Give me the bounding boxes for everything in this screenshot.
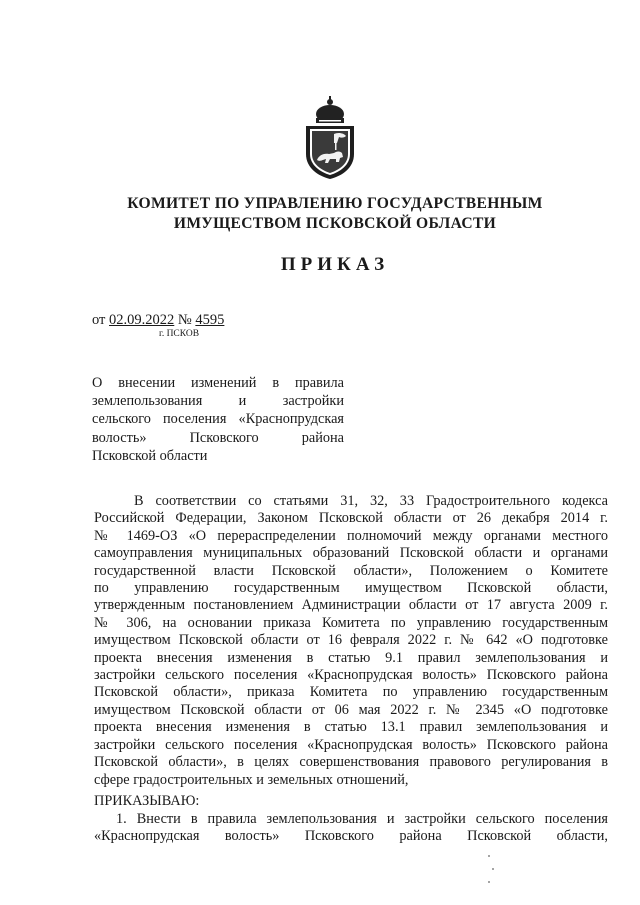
issue-city: г. ПСКОВ [159,329,200,339]
body-line: сфере градостроительных и земельных отношений, [94,771,409,788]
preamble-paragraph [94,493,608,789]
body-line: Псковской области», приказа Комитета по управлению государственным [94,684,608,701]
organization-title [100,194,570,234]
body-line: № 1469-ОЗ «О перераспределении полномочий между органами местного [94,527,608,544]
body-line: В соответствии со статьями 31, 32, 33 Градостроительного кодекса [134,493,608,509]
subject-line: землепользования и застройки [92,393,344,410]
organization-title-line1: КОМИТЕТ ПО УПРАВЛЕНИЮ ГОСУДАРСТВЕННЫМ [127,195,543,212]
body-line: № 306, на основании приказа Комитета по управлению государственным [94,614,608,631]
document-subject [92,374,344,465]
document-type-title: ПРИКАЗ [280,254,390,275]
body-line: застройки сельского поселения «Краснопрудская волость» Псковского района [94,736,608,753]
body-line: государственной власти Псковской области», Положением о Комитете [94,562,608,579]
order-keyword: ПРИКАЗЫВАЮ: [94,793,200,809]
pskov-coat-of-arms-icon [300,96,360,180]
body-line: утвержденным постановлением Администрации области от 17 августа 2009 г. [94,597,608,614]
body-line: проекта внесения изменения в статью 9.1 правил землепользования и [94,649,608,666]
document-number: 4595 [195,312,225,328]
organization-title-line2: ИМУЩЕСТВОМ ПСКОВСКОЙ ОБЛАСТИ [173,215,497,232]
number-label: № [174,312,196,328]
date-number-line [92,312,224,329]
subject-line: волость» Псковского района [92,429,344,446]
subject-line: Псковской области [92,447,208,464]
order-item-1 [94,811,608,846]
subject-line: сельского поселения «Краснопрудская [92,411,344,428]
body-line: застройки сельского поселения «Краснопрудская волость» Псковского района [94,667,608,684]
item-line: 1. Внести в правила землепользования и застройки сельского поселения [116,811,608,827]
body-line: самоуправления муниципальных образований Псковской области и органами [94,545,608,562]
body-line: имуществом Псковской области от 16 февраля 2022 г. № 642 «О подготовке [94,632,608,649]
body-line: имуществом Псковской области от 06 мая 2022 г. № 2345 «О подготовке [94,701,608,718]
body-line: Псковской области», в целях совершенствования правового регулирования в [94,754,608,771]
body-line: Российской Федерации, Законом Псковской области от 26 декабря 2014 г. [94,510,608,527]
document-date: 02.09.2022 [109,312,175,328]
body-line: по управлению государственным имуществом Псковской области, [94,580,608,597]
subject-line: О внесении изменений в правила [92,375,344,391]
date-prefix: от [92,312,110,328]
item-line: «Краснопрудская волость» Псковского района Псковской области, [94,828,608,845]
body-line: проекта внесения изменения в статью 13.1 правил землепользования и [94,719,608,736]
